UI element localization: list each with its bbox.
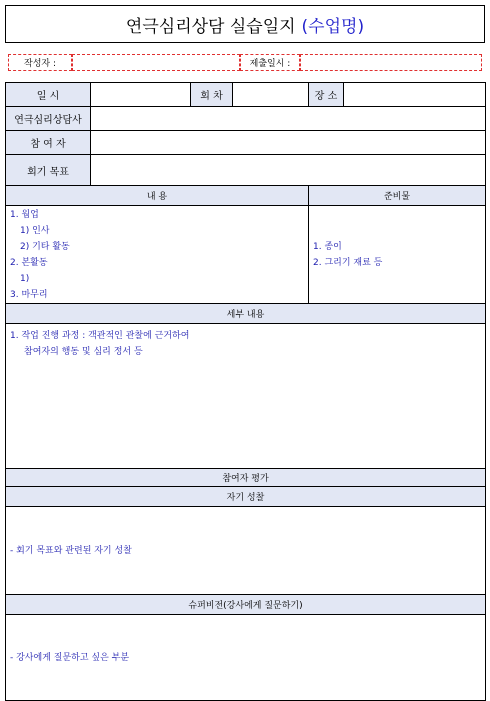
list-item: 1. 종이 xyxy=(313,241,342,252)
reflection-text: - 회기 목표와 관련된 자기 성찰 xyxy=(10,545,132,556)
list-item: 1) 인사 xyxy=(20,226,50,236)
submit-date-label: 제출일시 : xyxy=(240,54,300,71)
list-item: 2. 그리기 재료 등 xyxy=(313,257,383,268)
detail-body[interactable] xyxy=(6,324,486,469)
goal-field[interactable] xyxy=(91,155,486,186)
content-body[interactable] xyxy=(6,206,309,304)
title-main: 연극심리상담 실습일지 xyxy=(125,16,296,37)
materials-header: 준비물 xyxy=(309,186,486,206)
detail-line: 1. 작업 진행 과정 : 객관적인 관찰에 근거하여 xyxy=(10,331,190,341)
date-field[interactable] xyxy=(91,83,191,107)
title-class-name: (수업명) xyxy=(301,16,365,37)
author-field[interactable] xyxy=(72,54,240,71)
author-label: 작성자 : xyxy=(8,54,72,71)
journal-form xyxy=(5,82,486,701)
date-label: 일 시 xyxy=(6,83,91,107)
materials-body[interactable] xyxy=(309,206,486,304)
evaluation-header: 참여자 평가 xyxy=(6,469,486,487)
detail-line: 참여자의 행동 및 심리 정서 등 xyxy=(24,347,143,357)
list-item: 3. 마무리 xyxy=(10,290,48,300)
supervision-header: 슈퍼비전(강사에게 질문하기) xyxy=(6,595,486,615)
list-item: 1) xyxy=(20,274,30,284)
submit-date-field[interactable] xyxy=(300,54,482,71)
place-field[interactable] xyxy=(344,83,486,107)
goal-label: 회기 목표 xyxy=(6,155,91,186)
content-header: 내 용 xyxy=(6,186,309,206)
detail-header: 세부 내용 xyxy=(6,304,486,324)
reflection-body[interactable] xyxy=(6,507,486,595)
counselor-label: 연극심리상담사 xyxy=(6,107,91,131)
participant-label: 참 여 자 xyxy=(6,131,91,155)
list-item: 2. 본활동 xyxy=(10,258,48,268)
place-label: 장 소 xyxy=(309,83,344,107)
participant-field[interactable] xyxy=(91,131,486,155)
document-title xyxy=(5,5,485,43)
session-field[interactable] xyxy=(233,83,309,107)
supervision-body[interactable] xyxy=(6,615,486,701)
list-item: 2) 기타 활동 xyxy=(20,242,70,252)
list-item: 1. 웜업 xyxy=(10,210,39,220)
counselor-field[interactable] xyxy=(91,107,486,131)
session-label: 회 차 xyxy=(191,83,233,107)
supervision-text: - 강사에게 질문하고 싶은 부분 xyxy=(10,652,130,663)
reflection-header: 자기 성찰 xyxy=(6,487,486,507)
